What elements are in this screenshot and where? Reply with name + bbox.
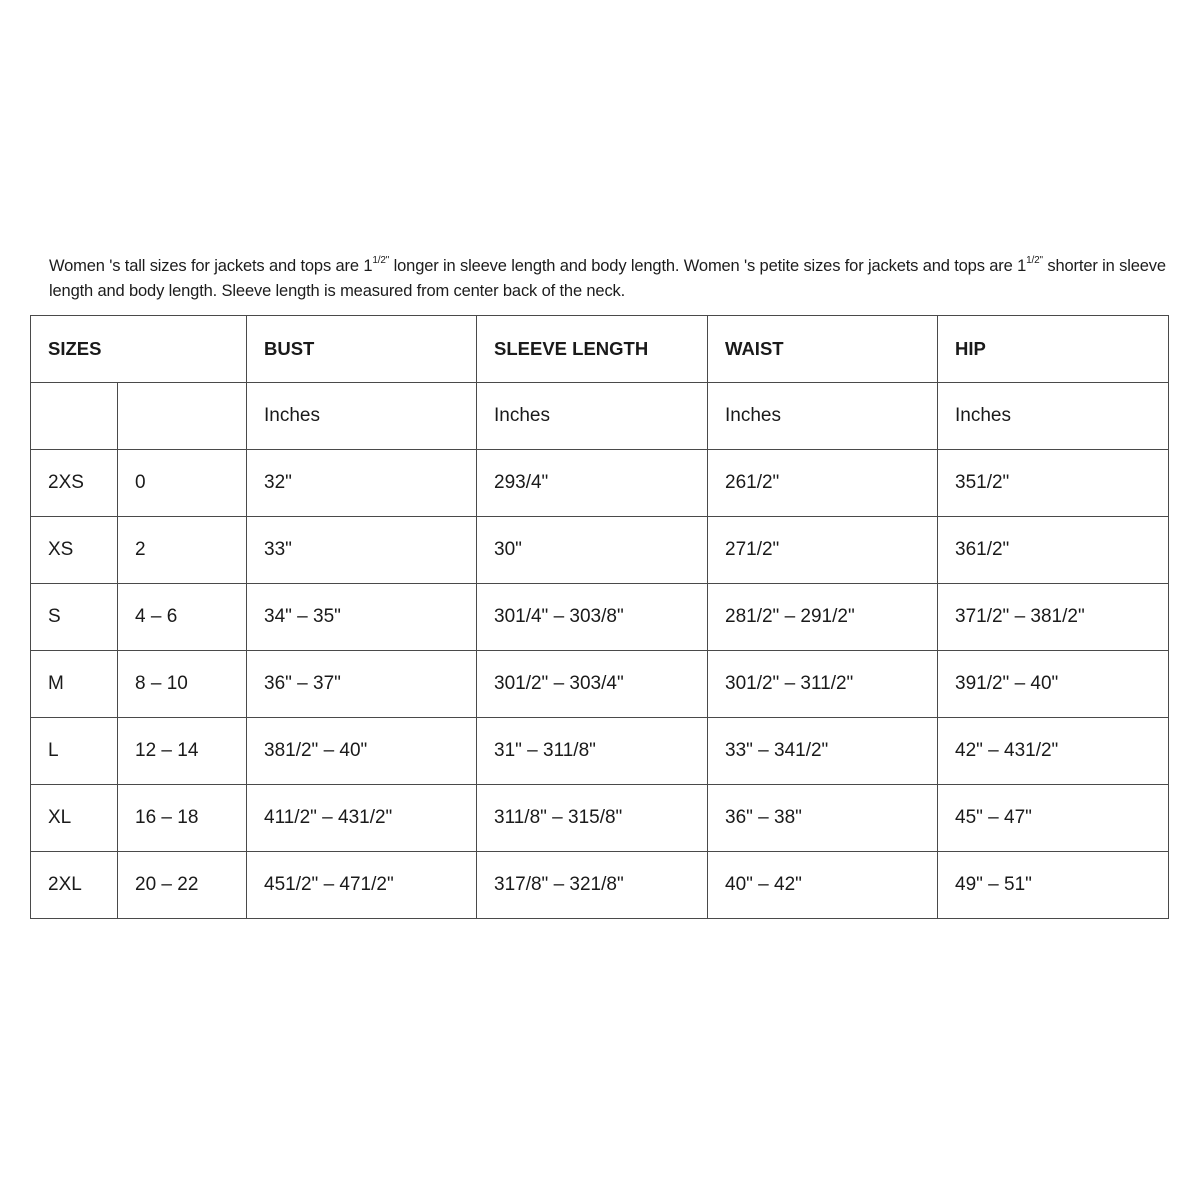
cell-bust: 34" – 35" [247,584,477,651]
cell-sleeve-length: 31" – 311/8" [477,718,708,785]
cell-size: XS [31,517,118,584]
cell-numeric-size: 12 – 14 [118,718,247,785]
size-chart-table [30,315,1169,919]
units-bust: Inches [247,383,477,450]
cell-hip: 391/2" – 40" [938,651,1169,718]
intro-text-part-1: Women 's tall sizes for jackets and tops are 1 [49,257,373,275]
header-hip: HIP [938,316,1169,383]
cell-bust: 451/2" – 471/2" [247,852,477,919]
units-blank-number [118,383,247,450]
header-row [31,316,1169,383]
cell-waist: 36" – 38" [708,785,938,852]
cell-sleeve-length: 317/8" – 321/8" [477,852,708,919]
cell-waist: 40" – 42" [708,852,938,919]
cell-numeric-size: 20 – 22 [118,852,247,919]
table-row [31,785,1169,852]
units-row [31,383,1169,450]
cell-hip: 49" – 51" [938,852,1169,919]
table-row [31,584,1169,651]
cell-waist: 301/2" – 311/2" [708,651,938,718]
cell-numeric-size: 16 – 18 [118,785,247,852]
cell-waist: 33" – 341/2" [708,718,938,785]
cell-numeric-size: 2 [118,517,247,584]
intro-text-part-3: shorter in sleeve length and body length. Sleeve length is measured from center back of the neck. [49,257,1166,300]
cell-bust: 32" [247,450,477,517]
cell-sleeve-length: 293/4" [477,450,708,517]
table-row [31,517,1169,584]
cell-waist: 261/2" [708,450,938,517]
cell-waist: 271/2" [708,517,938,584]
cell-hip: 361/2" [938,517,1169,584]
cell-numeric-size: 0 [118,450,247,517]
intro-text-part-2: longer in sleeve length and body length. Women 's petite sizes for jackets and tops are 1 [389,257,1027,275]
intro-superscript-2: 1/2" [1026,254,1043,266]
header-sizes: SIZES [31,316,247,383]
units-sleeve-length: Inches [477,383,708,450]
cell-size: L [31,718,118,785]
cell-sleeve-length: 30" [477,517,708,584]
cell-bust: 411/2" – 431/2" [247,785,477,852]
units-waist: Inches [708,383,938,450]
units-blank-size [31,383,118,450]
cell-waist: 281/2" – 291/2" [708,584,938,651]
cell-bust: 381/2" – 40" [247,718,477,785]
cell-numeric-size: 8 – 10 [118,651,247,718]
cell-size: XL [31,785,118,852]
cell-size: 2XL [31,852,118,919]
cell-size: 2XS [31,450,118,517]
table-row [31,852,1169,919]
header-sleeve-length: SLEEVE LENGTH [477,316,708,383]
cell-hip: 42" – 431/2" [938,718,1169,785]
cell-hip: 351/2" [938,450,1169,517]
cell-bust: 36" – 37" [247,651,477,718]
cell-sleeve-length: 301/4" – 303/8" [477,584,708,651]
header-waist: WAIST [708,316,938,383]
intro-superscript-1: 1/2" [372,254,390,266]
cell-sleeve-length: 301/2" – 303/4" [477,651,708,718]
table-row [31,450,1169,517]
intro-note [49,254,1174,304]
cell-size: S [31,584,118,651]
table-row [31,651,1169,718]
cell-hip: 371/2" – 381/2" [938,584,1169,651]
cell-numeric-size: 4 – 6 [118,584,247,651]
table-row [31,718,1169,785]
cell-sleeve-length: 311/8" – 315/8" [477,785,708,852]
cell-bust: 33" [247,517,477,584]
cell-hip: 45" – 47" [938,785,1169,852]
units-hip: Inches [938,383,1169,450]
cell-size: M [31,651,118,718]
header-bust: BUST [247,316,477,383]
